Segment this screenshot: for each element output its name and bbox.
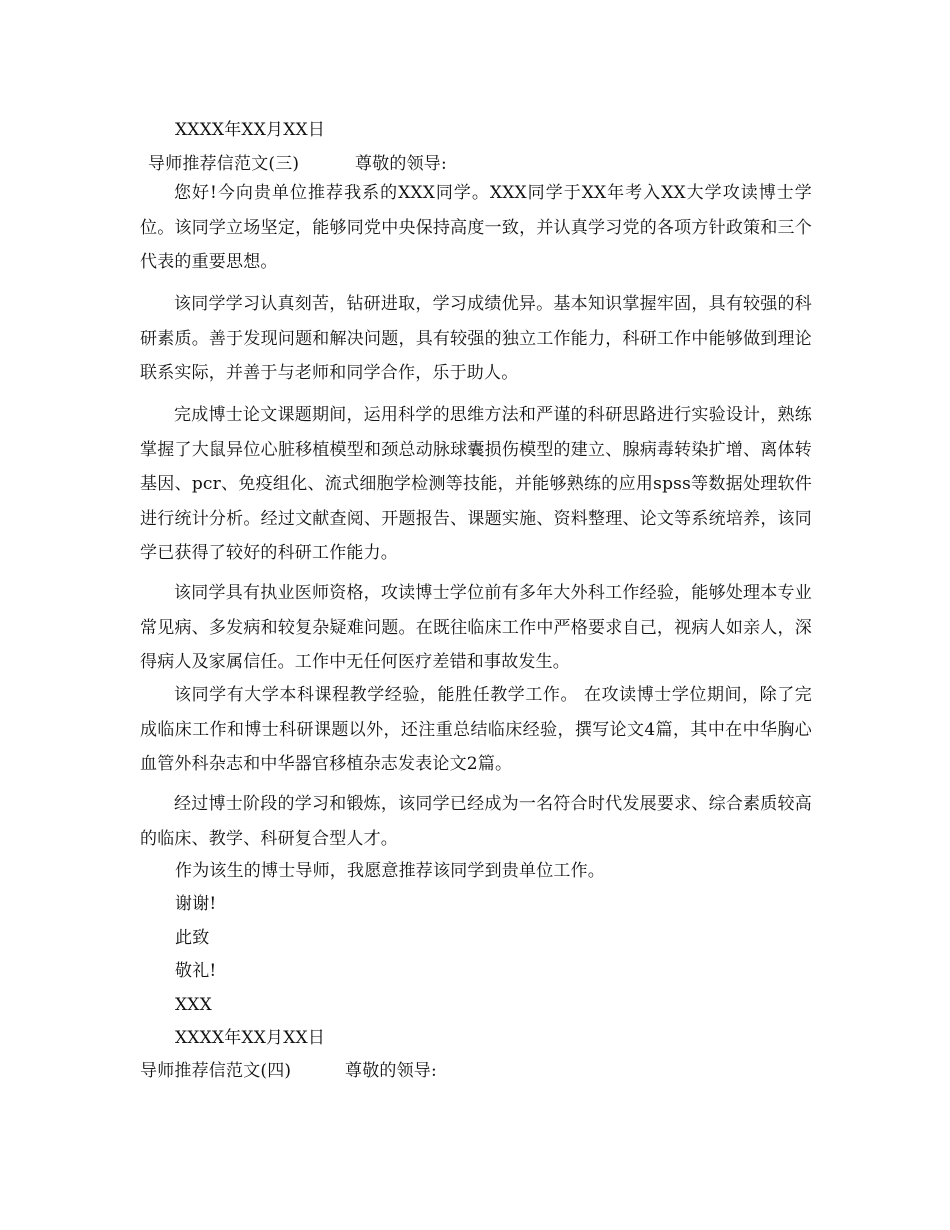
paragraph-4: 该同学具有执业医师资格，攻读博士学位前有多年大外科工作经验，能够处理本专业常见病、多发病和较复杂疑难问题。在既往临床工作中严格要求自己，视病人如亲人，深得病人及家属信任。工作中无任何医疗差错和事故发生。: [140, 583, 812, 672]
paragraph-1: 您好!今向贵单位推荐我系的XXX同学。XXX同学于XX年考入XX大学攻读博士学位。该同学立场坚定，能够同党中央保持高度一致，并认真学习党的各项方针政策和三个代表的重要思想。: [140, 183, 812, 272]
section3-salutation: 尊敬的领导:: [355, 154, 447, 174]
section3-heading: 导师推荐信范文(三): [148, 154, 300, 174]
closing-recommend: 作为该生的博士导师，我愿意推荐该同学到贵单位工作。: [175, 861, 605, 881]
date-top: XXXX年XX月XX日: [175, 120, 326, 140]
paragraph-5: 该同学有大学本科课程教学经验，能胜任教学工作。 在攻读博士学位期间，除了完成临床工作和博士科研课题以外，还注重总结临床经验，撰写论文4篇，其中在中华胸心血管外科杂志和中华器官移植杂志发表论文2篇。: [140, 685, 812, 774]
closing-thanks: 谢谢!: [175, 894, 217, 914]
closing-date: XXXX年XX月XX日: [175, 1028, 326, 1048]
paragraph-2: 该同学学习认真刻苦，钻研进取，学习成绩优异。基本知识掌握牢固，具有较强的科研素质。善于发现问题和解决问题，具有较强的独立工作能力，科研工作中能够做到理论联系实际，并善于与老师和同学合作，乐于助人。: [140, 294, 812, 383]
closing-regards-2: 敬礼!: [175, 961, 217, 981]
paragraph-6: 经过博士阶段的学习和锻炼，该同学已经成为一名符合时代发展要求、综合素质较高的临床、教学、科研复合型人才。: [140, 794, 812, 849]
paragraph-3: 完成博士论文课题期间，运用科学的思维方法和严谨的科研思路进行实验设计，熟练掌握了大鼠异位心脏移植模型和颈总动脉球囊损伤模型的建立、腺病毒转染扩增、离体转基因、pcr、免疫组化、流式细胞学检测等技能，并能够熟练的应用spss等数据处理软件进行统计分析。经过文献查阅、开题报告、课题实施、资料整理、论文等系统培养，该同学已获得了较好的科研工作能力。: [140, 405, 812, 563]
closing-regards-1: 此致: [175, 928, 210, 948]
section4-heading: 导师推荐信范文(四): [140, 1061, 292, 1081]
section4-salutation: 尊敬的领导:: [345, 1061, 437, 1081]
signature: XXX: [175, 995, 212, 1015]
